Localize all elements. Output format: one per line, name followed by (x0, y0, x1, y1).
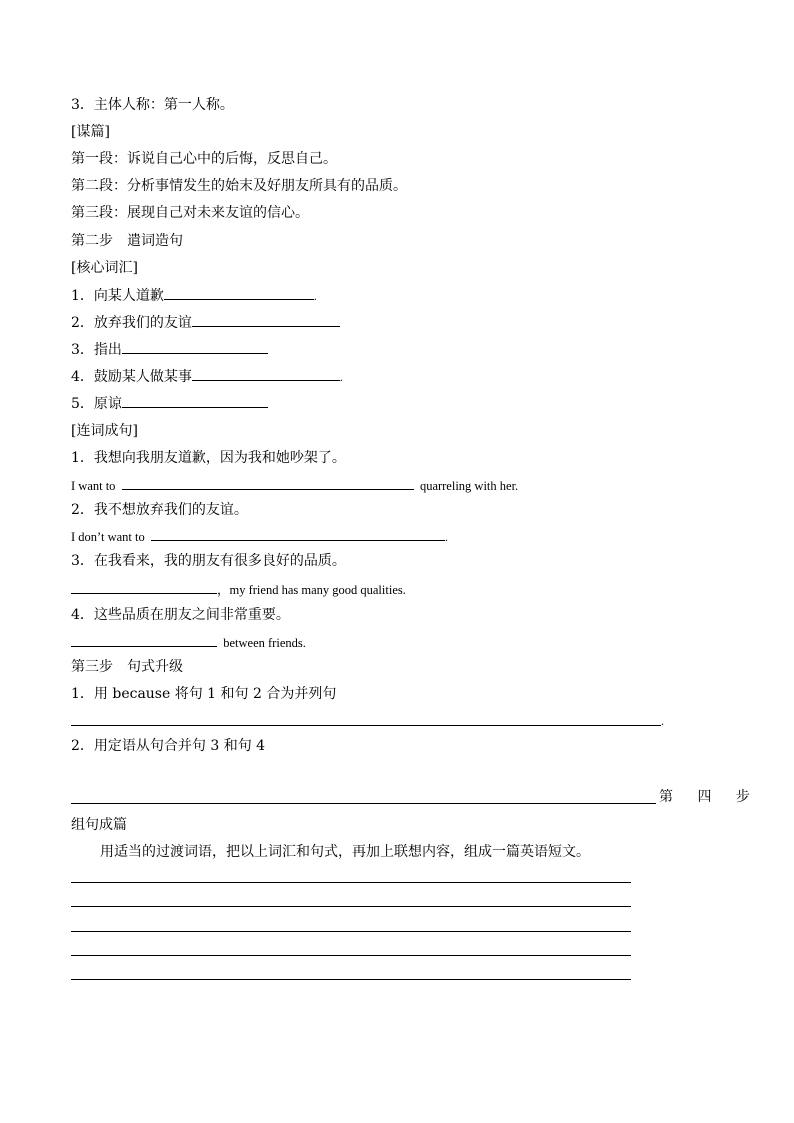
sentence-1-english (71, 475, 518, 496)
sentence-suffix: between friends. (223, 636, 306, 650)
vocab-item-3 (71, 339, 268, 360)
answer-blank[interactable] (122, 339, 268, 354)
step3-question-1: 1．用 because 将句 1 和句 2 合为并列句 (71, 686, 337, 702)
vocab-item-label: 3．指出 (71, 342, 122, 358)
sentence-suffix: ，my friend has many good qualities. (217, 583, 406, 597)
step2-title: 第二步 遣词造句 (71, 233, 183, 249)
vocab-header: [核心词汇] (71, 260, 138, 276)
answer-line[interactable] (71, 725, 661, 726)
answer-line-period: . (661, 714, 664, 728)
step4-title: 组句成篇 (71, 817, 127, 833)
vocab-item-label: 4．鼓励某人做某事 (71, 369, 192, 385)
writing-line[interactable] (71, 931, 631, 932)
answer-line[interactable] (71, 803, 656, 804)
answer-blank[interactable] (71, 579, 217, 594)
vocab-item-label: 1．向某人道歉 (71, 288, 164, 304)
sentence-4-english (71, 632, 306, 653)
sentence-prefix: I want to (71, 479, 116, 493)
writing-line[interactable] (71, 882, 631, 883)
vocab-item-4: 4．鼓励某人做某事 . (71, 366, 343, 387)
outline-para-3: 第三段：展现自己对未来友谊的信心。 (71, 205, 309, 221)
answer-blank[interactable] (122, 393, 268, 408)
outline-item-3: 3．主体人称：第一人称。 (71, 97, 234, 113)
sentence-2-english: I don’t want to . (71, 526, 448, 547)
answer-blank[interactable] (192, 366, 340, 381)
outline-para-2: 第二段：分析事情发生的始末及好朋友所具有的品质。 (71, 178, 407, 194)
step4-heading-inline: 第 四 步 (659, 789, 760, 805)
sentence-2-chinese: 2．我不想放弃我们的友谊。 (71, 502, 248, 518)
sentence-1-chinese: 1．我想向我朋友道歉，因为我和她吵架了。 (71, 450, 346, 466)
outline-header: [谋篇] (71, 124, 110, 140)
answer-blank[interactable] (164, 285, 314, 300)
sentence-3-chinese: 3．在我看来，我的朋友有很多良好的品质。 (71, 553, 346, 569)
sentence-4-chinese: 4．这些品质在朋友之间非常重要。 (71, 607, 290, 623)
vocab-item-2 (71, 312, 340, 333)
writing-line[interactable] (71, 906, 631, 907)
sentence-prefix: I don’t want to (71, 530, 145, 544)
step4-instruction: 用适当的过渡词语，把以上词汇和句式，再加上联想内容，组成一篇英语短文。 (100, 844, 590, 860)
step3-title: 第三步 句式升级 (71, 659, 183, 675)
answer-blank[interactable] (71, 632, 217, 647)
writing-line[interactable] (71, 955, 631, 956)
vocab-item-5 (71, 393, 268, 414)
answer-blank[interactable] (122, 475, 414, 490)
vocab-item-label: 2．放弃我们的友谊 (71, 315, 192, 331)
writing-line[interactable] (71, 979, 631, 980)
sentence-header: [连词成句] (71, 423, 138, 439)
sentence-suffix: quarreling with her. (419, 479, 519, 493)
answer-blank[interactable] (192, 312, 340, 327)
sentence-3-english (71, 579, 406, 600)
outline-para-1: 第一段：诉说自己心中的后悔，反思自己。 (71, 151, 337, 167)
vocab-item-1: 1．向某人道歉 . (71, 285, 317, 306)
answer-blank[interactable] (151, 526, 445, 541)
step3-question-2: 2．用定语从句合并句 3 和句 4 (71, 738, 266, 754)
vocab-item-label: 5．原谅 (71, 396, 122, 412)
